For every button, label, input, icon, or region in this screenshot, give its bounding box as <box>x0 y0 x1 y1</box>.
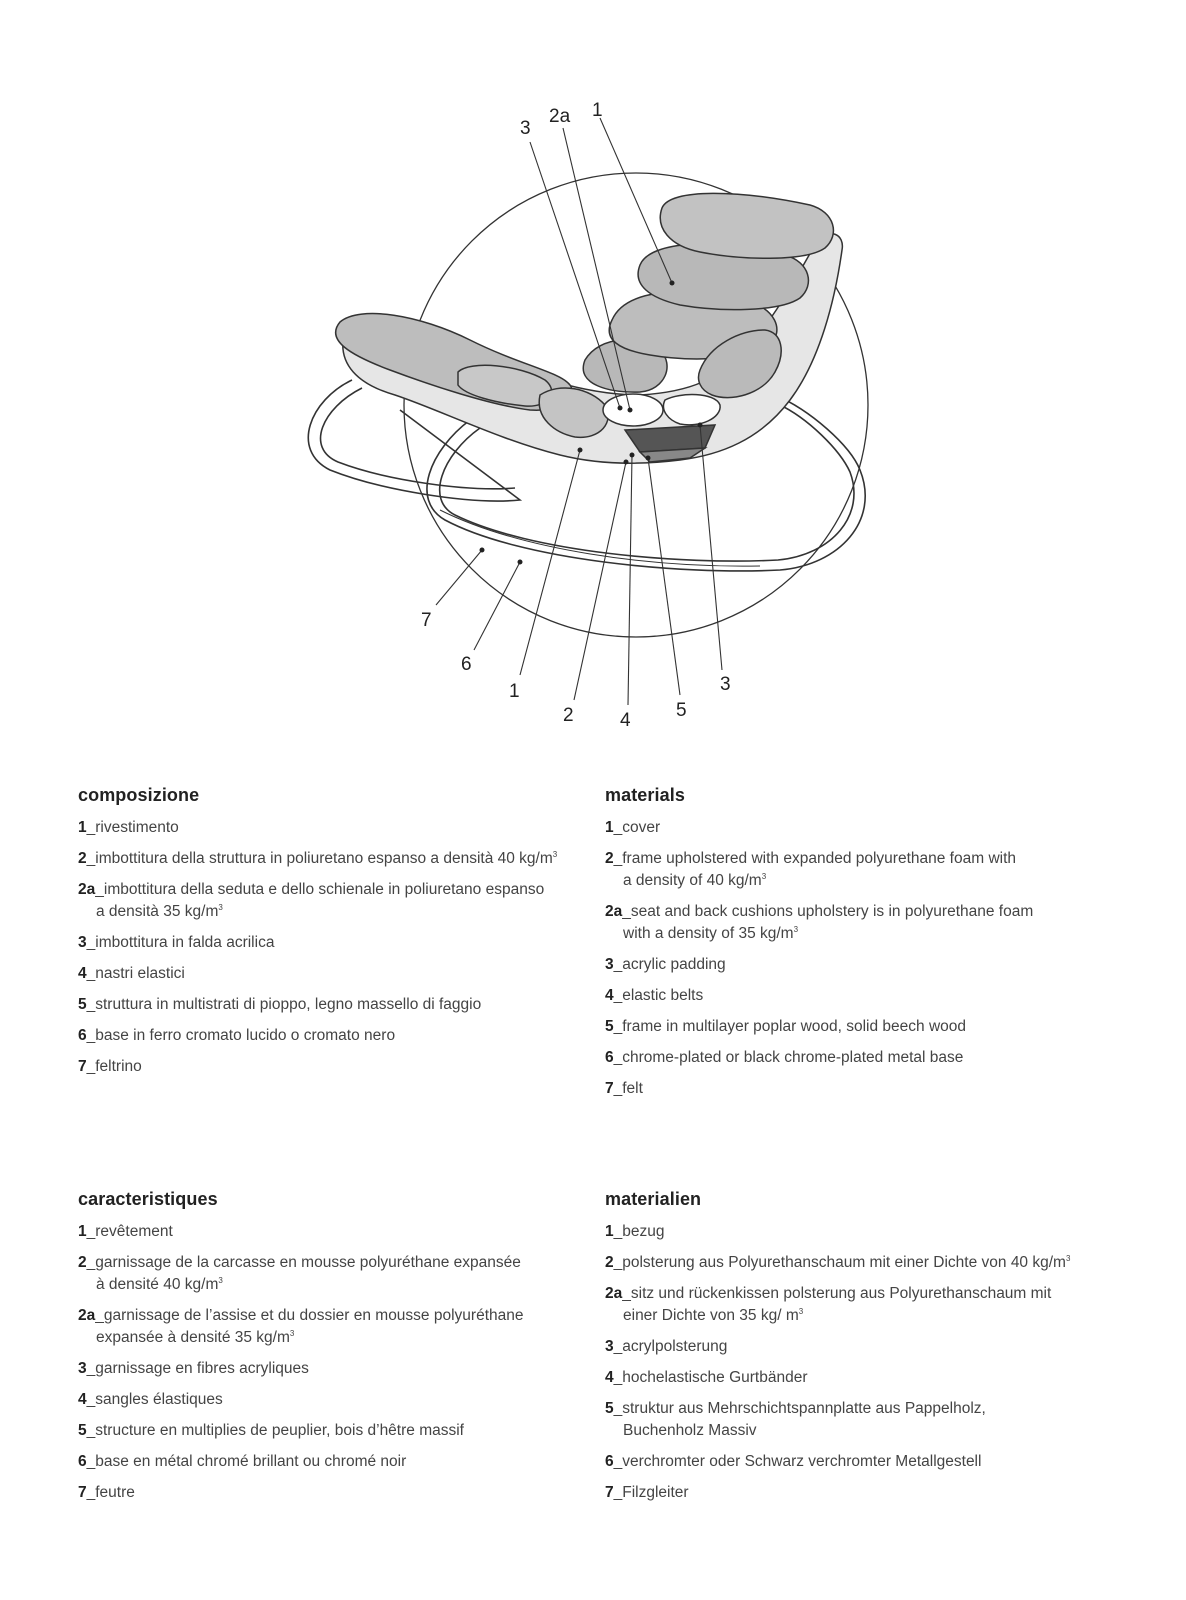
item-number: 5 <box>78 1422 87 1439</box>
component-item <box>605 1252 1125 1274</box>
item-continuation-text: à densité 40 kg/m <box>96 1276 219 1293</box>
item-continuation-text: expansée à densité 35 kg/m <box>96 1329 290 1346</box>
component-item <box>78 1305 598 1349</box>
item-text: _hochelastische Gurtbänder <box>613 1369 808 1386</box>
section-composizione <box>78 785 598 1087</box>
item-text: _frame in multilayer poplar wood, solid beech wood <box>613 1018 967 1035</box>
item-number: 3 <box>605 956 614 973</box>
item-text: _sangles élastiques <box>86 1391 223 1408</box>
item-text: _frame upholstered with expanded polyurethane foam with <box>613 850 1017 867</box>
item-superscript: 3 <box>761 872 767 881</box>
item-number: 7 <box>78 1058 87 1075</box>
item-number: 1 <box>78 1223 87 1240</box>
section-title: materials <box>605 785 685 805</box>
item-continuation-text: a density of 40 kg/m <box>623 872 762 889</box>
item-text: _Filzgleiter <box>613 1484 689 1501</box>
component-item <box>78 963 598 985</box>
item-number: 2 <box>605 850 614 867</box>
item-continuation-text: with a density of 35 kg/m <box>623 925 794 942</box>
callout-label: 7 <box>421 610 432 631</box>
item-continuation <box>78 901 598 923</box>
item-text: _feutre <box>86 1484 135 1501</box>
callout-label: 3 <box>720 674 731 695</box>
component-item <box>78 1451 598 1473</box>
component-list <box>605 817 1125 1100</box>
component-item <box>605 901 1125 945</box>
item-continuation-text: Buchenholz Massiv <box>623 1422 757 1439</box>
item-text: _garnissage en fibres acryliques <box>86 1360 309 1377</box>
component-item <box>605 817 1125 839</box>
item-superscript: 3 <box>289 1329 295 1338</box>
item-number: 5 <box>605 1018 614 1035</box>
component-item <box>78 1482 598 1504</box>
item-text: _cover <box>613 819 661 836</box>
section-materialien <box>605 1189 1125 1513</box>
component-item <box>78 1056 598 1078</box>
component-item <box>605 1451 1125 1473</box>
item-number: 4 <box>605 1369 614 1386</box>
component-item <box>78 879 598 923</box>
callout-label: 1 <box>592 100 603 121</box>
rocking-chaise-exploded-diagram <box>0 0 1186 760</box>
item-number: 7 <box>78 1484 87 1501</box>
item-text: _acrylpolsterung <box>613 1338 728 1355</box>
item-text: _base en métal chromé brillant ou chromé noir <box>86 1453 407 1470</box>
item-number: 6 <box>605 1049 614 1066</box>
component-item <box>78 817 598 839</box>
item-superscript: 3 <box>218 903 223 912</box>
component-item <box>605 848 1125 892</box>
item-number: 2a <box>78 881 96 898</box>
component-item <box>78 1420 598 1442</box>
component-item <box>605 1398 1125 1442</box>
item-superscript: 3 <box>1065 1254 1071 1263</box>
component-list <box>78 1221 598 1504</box>
item-continuation <box>78 1327 598 1349</box>
item-text: _bezug <box>613 1223 665 1240</box>
item-number: 3 <box>605 1338 614 1355</box>
component-item <box>78 1025 598 1047</box>
item-number: 7 <box>605 1080 614 1097</box>
item-text: _struttura in multistrati di pioppo, legno massello di faggio <box>86 996 482 1013</box>
section-caracteristiques <box>78 1189 598 1513</box>
seat-frame <box>336 193 843 463</box>
section-title: materialien <box>605 1189 702 1209</box>
item-number: 4 <box>78 1391 87 1408</box>
callout-label: 4 <box>620 710 631 731</box>
item-text: _felt <box>613 1080 643 1097</box>
callout-label: 5 <box>676 700 687 721</box>
item-number: 4 <box>78 965 87 982</box>
item-number: 2a <box>605 1285 623 1302</box>
item-continuation <box>78 1274 598 1296</box>
item-number: 5 <box>605 1400 614 1417</box>
item-number: 6 <box>78 1453 87 1470</box>
component-item <box>78 932 598 954</box>
item-superscript: 3 <box>798 1307 804 1316</box>
callout-label: 3 <box>520 118 531 139</box>
item-number: 7 <box>605 1484 614 1501</box>
component-item <box>605 1078 1125 1100</box>
component-list <box>605 1221 1125 1504</box>
item-number: 1 <box>78 819 87 836</box>
item-superscript: 3 <box>552 850 558 859</box>
item-text: _chrome-plated or black chrome-plated metal base <box>613 1049 964 1066</box>
item-number: 1 <box>605 819 614 836</box>
section-title: composizione <box>78 785 200 805</box>
section-materials <box>605 785 1125 1109</box>
component-item <box>605 1482 1125 1504</box>
component-list <box>78 817 598 1078</box>
component-item <box>605 1336 1125 1358</box>
component-item <box>605 1283 1125 1327</box>
section-title: caracteristiques <box>78 1189 218 1209</box>
item-number: 1 <box>605 1223 614 1240</box>
item-continuation <box>605 1420 1125 1442</box>
item-text: _base in ferro cromato lucido o cromato nero <box>86 1027 396 1044</box>
item-text: _structure en multiplies de peuplier, bois d’hêtre massif <box>86 1422 464 1439</box>
component-item <box>78 994 598 1016</box>
item-continuation <box>605 923 1125 945</box>
item-number: 4 <box>605 987 614 1004</box>
item-number: 2a <box>605 903 623 920</box>
component-item <box>605 954 1125 976</box>
callout-label: 2a <box>549 106 571 127</box>
item-continuation <box>605 870 1125 892</box>
item-text: _rivestimento <box>86 819 179 836</box>
callout-label: 2 <box>563 705 574 726</box>
item-number: 6 <box>605 1453 614 1470</box>
item-superscript: 3 <box>218 1276 223 1285</box>
component-item <box>605 1221 1125 1243</box>
item-number: 6 <box>78 1027 87 1044</box>
item-number: 2 <box>605 1254 614 1271</box>
item-text: _imbottitura della seduta e dello schienale in poliuretano espanso <box>95 881 545 898</box>
item-text: _nastri elastici <box>86 965 185 982</box>
component-item <box>605 1016 1125 1038</box>
item-text: _feltrino <box>86 1058 142 1075</box>
item-text: _imbottitura in falda acrilica <box>86 934 275 951</box>
item-number: 2a <box>78 1307 96 1324</box>
component-item <box>78 1252 598 1296</box>
item-text: _garnissage de la carcasse en mousse polyuréthane expansée <box>86 1254 521 1271</box>
item-text: _verchromter oder Schwarz verchromter Metallgestell <box>613 1453 982 1470</box>
item-continuation-text: a densità 35 kg/m <box>96 903 219 920</box>
component-item <box>605 1367 1125 1389</box>
item-text: _imbottitura della struttura in poliuretano espanso a densità 40 kg/m <box>86 850 553 867</box>
callout-label: 1 <box>509 681 520 702</box>
component-item <box>78 1389 598 1411</box>
component-item <box>605 985 1125 1007</box>
item-number: 2 <box>78 850 87 867</box>
item-number: 3 <box>78 1360 87 1377</box>
item-continuation <box>605 1305 1125 1327</box>
item-text: _struktur aus Mehrschichtspannplatte aus Pappelholz, <box>613 1400 986 1417</box>
callout-label: 6 <box>461 654 472 675</box>
item-text: _polsterung aus Polyurethanschaum mit einer Dichte von 40 kg/m <box>613 1254 1066 1271</box>
item-text: _elastic belts <box>613 987 704 1004</box>
item-text: _acrylic padding <box>613 956 726 973</box>
item-superscript: 3 <box>793 925 799 934</box>
component-item <box>78 1358 598 1380</box>
component-item <box>78 1221 598 1243</box>
component-item <box>605 1047 1125 1069</box>
item-text: _sitz und rückenkissen polsterung aus Polyurethanschaum mit <box>622 1285 1052 1302</box>
item-number: 3 <box>78 934 87 951</box>
item-text: _garnissage de l’assise et du dossier en mousse polyuréthane <box>95 1307 524 1324</box>
item-text: _revêtement <box>86 1223 173 1240</box>
item-number: 2 <box>78 1254 87 1271</box>
item-continuation-text: einer Dichte von 35 kg/ m <box>623 1307 799 1324</box>
item-text: _seat and back cushions upholstery is in polyurethane foam <box>622 903 1034 920</box>
component-item <box>78 848 598 870</box>
item-number: 5 <box>78 996 87 1013</box>
